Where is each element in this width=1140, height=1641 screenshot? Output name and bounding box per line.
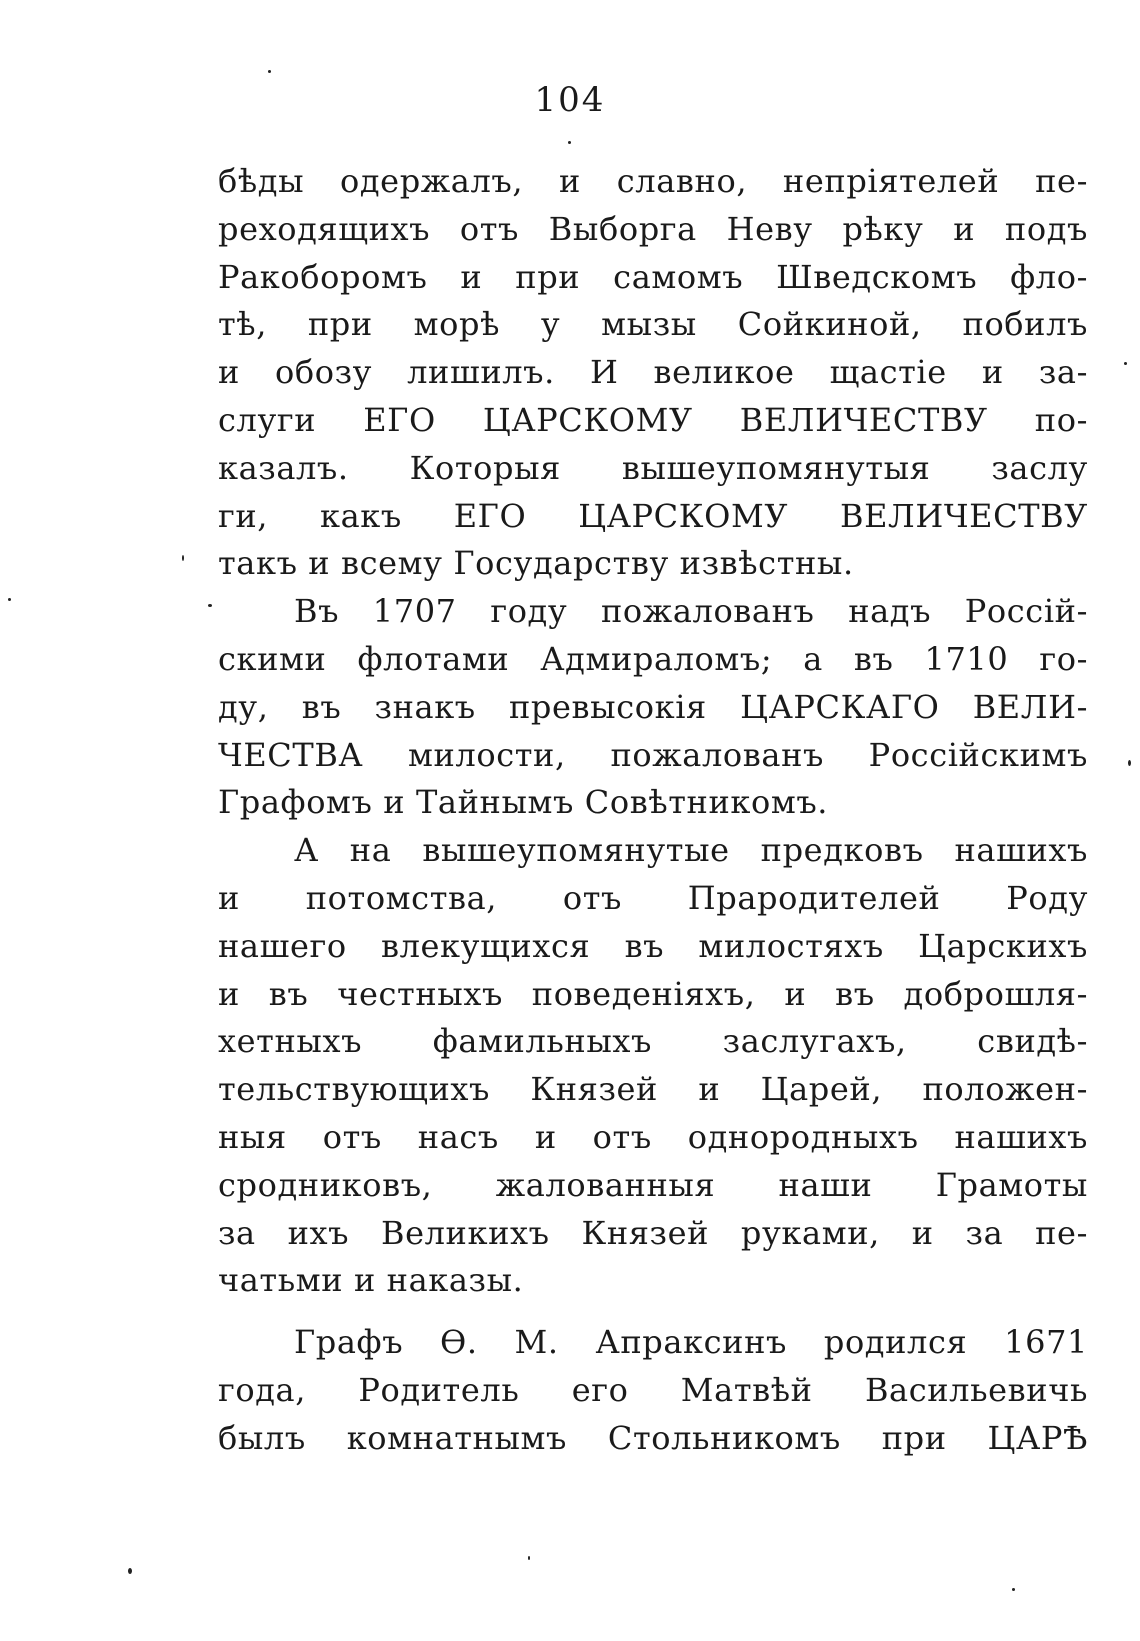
scan-speck: [8, 598, 11, 601]
page-number: 104: [534, 80, 606, 120]
text-line: слуги ЕГО ЦАРСКОМУ ВЕЛИЧЕСТВУ по-: [218, 400, 1088, 439]
text-line: за ихъ Великихъ Князей руками, и за пе-: [218, 1213, 1088, 1252]
text-line: скими флотами Адмираломъ; а въ 1710 го-: [218, 639, 1088, 678]
text-line: бѣды одержалъ, и славно, непріятелей пе-: [218, 162, 1088, 200]
scan-speck: [528, 1556, 530, 1560]
text-line: и потомства, отъ Прародителей Роду: [218, 878, 1088, 917]
scan-speck: [1124, 362, 1127, 365]
text-line: и въ честныхъ поведеніяхъ, и въ доброшля-: [218, 974, 1088, 1013]
paragraph: [218, 827, 1088, 1305]
paragraph: [218, 158, 1088, 588]
text-line: тельствующихъ Князей и Царей, положен-: [218, 1070, 1088, 1109]
text-line: ЧЕСТВА милости, пожалованъ Россійскимъ: [218, 735, 1088, 774]
text-line: Графъ Ѳ. М. Апраксинъ родился 1671: [294, 1323, 1088, 1362]
body-text: [218, 158, 1088, 1463]
scan-speck: [208, 604, 212, 607]
scan-speck: [1012, 1588, 1015, 1591]
text-line: казалъ. Которыя вышеупомянутыя заслу: [218, 448, 1088, 487]
paragraph: [218, 1319, 1088, 1462]
text-line: Въ 1707 году пожалованъ надъ Россій-: [294, 592, 1088, 631]
text-line: А на вышеупомянутые предковъ нашихъ: [294, 831, 1088, 870]
text-line: Ракоборомъ и при самомъ Шведскомъ фло-: [218, 257, 1088, 296]
scan-speck: [568, 141, 571, 144]
paragraph: [218, 588, 1088, 827]
scan-speck: [182, 555, 184, 561]
text-line: такъ и всему Государству извѣстны.: [218, 544, 854, 583]
text-line: года, Родитель его Матвѣй Васильевичь: [218, 1370, 1088, 1409]
scan-speck: [1128, 760, 1131, 766]
text-line: нашего влекущихся въ милостяхъ Царскихъ: [218, 926, 1088, 965]
text-line: былъ комнатнымъ Стольникомъ при ЦАРѢ: [218, 1418, 1088, 1457]
text-line: сродниковъ, жалованныя наши Грамоты: [218, 1165, 1088, 1204]
scan-speck: [128, 1568, 132, 1574]
text-line: ду, въ знакъ превысокія ЦАРСКАГО ВЕЛИ-: [218, 687, 1088, 726]
text-line: и обозу лишилъ. И великое щастіе и за-: [218, 353, 1088, 392]
text-line: ги, какъ ЕГО ЦАРСКОМУ ВЕЛИЧЕСТВУ: [218, 496, 1088, 535]
text-line: ныя отъ насъ и отъ однородныхъ нашихъ: [218, 1117, 1088, 1156]
text-line: хетныхъ фамильныхъ заслугахъ, свидѣ-: [218, 1022, 1088, 1061]
text-line: Графомъ и Тайнымъ Совѣтникомъ.: [218, 783, 829, 822]
scan-speck: [268, 70, 271, 73]
text-line: чатьми и наказы.: [218, 1261, 524, 1300]
paragraph-gap: [218, 1305, 1088, 1319]
text-line: реходящихъ отъ Выборга Неву рѣку и подъ: [218, 209, 1088, 248]
text-line: тѣ, при морѣ у мызы Сойкиной, побилъ: [218, 305, 1088, 344]
